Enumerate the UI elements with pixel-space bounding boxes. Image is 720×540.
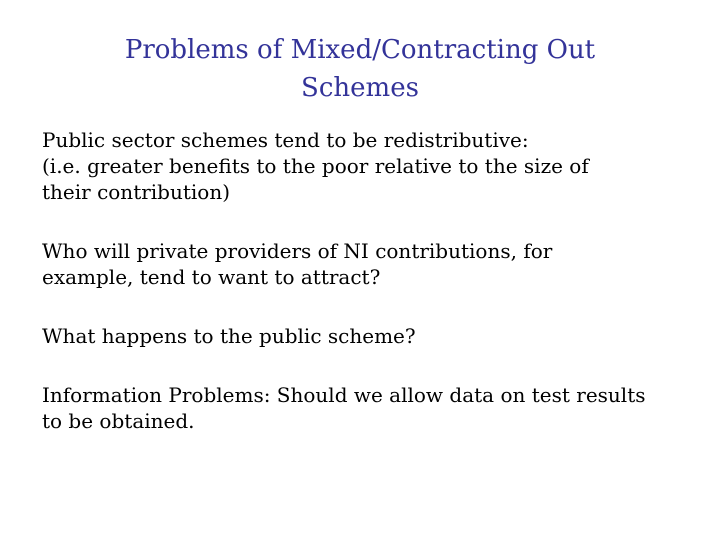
title-line-2: Schemes	[301, 73, 419, 103]
slide-body	[42, 127, 692, 467]
paragraph-public-scheme	[42, 323, 692, 349]
title-line-1: Problems of Mixed/Contracting Out	[124, 35, 596, 65]
paragraph-private-providers	[42, 238, 692, 290]
paragraph-line: What happens to the public scheme?	[42, 324, 416, 348]
paragraph-line: Who will private providers of NI contributions, for	[42, 239, 553, 263]
paragraph-line: their contribution)	[42, 180, 231, 204]
paragraph-information-problems	[42, 382, 692, 434]
paragraph-redistributive	[42, 127, 692, 205]
paragraph-line: to be obtained.	[42, 409, 195, 433]
paragraph-line: example, tend to want to attract?	[42, 265, 381, 289]
paragraph-line: (i.e. greater benefits to the poor relative to the size of	[42, 154, 589, 178]
paragraph-line: Public sector schemes tend to be redistributive:	[42, 128, 529, 152]
paragraph-line: Information Problems: Should we allow data on test results	[42, 383, 646, 407]
slide-title	[60, 31, 660, 107]
